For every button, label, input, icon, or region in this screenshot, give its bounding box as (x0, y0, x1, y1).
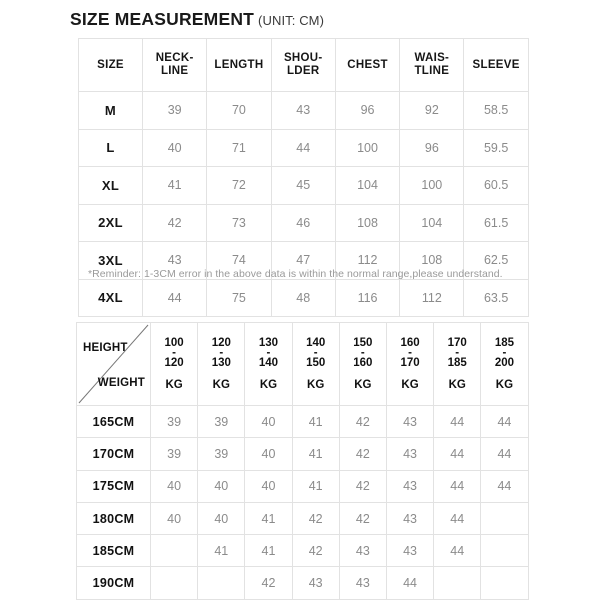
table-cell: 92 (400, 92, 464, 130)
row-header-size: 2XL (79, 204, 143, 242)
diagonal-divider-icon (77, 323, 150, 405)
table-header-row (79, 39, 529, 92)
page-title-unit: (UNIT: CM) (258, 13, 325, 28)
table-cell: 96 (400, 129, 464, 167)
table-cell: 39 (198, 406, 245, 438)
table-cell: 74 (207, 242, 271, 280)
table-cell: 71 (207, 129, 271, 167)
height-weight-table-header (77, 323, 529, 406)
table-cell: 44 (434, 535, 481, 567)
row-header-height: 185CM (77, 535, 151, 567)
table-row (79, 167, 529, 205)
table-cell: 44 (481, 406, 528, 438)
page-title (70, 9, 324, 30)
table-header-row (77, 323, 529, 406)
table-cell-empty (481, 502, 528, 534)
table-cell: 61.5 (464, 204, 528, 242)
table-cell-empty (151, 567, 198, 599)
size-table-header (79, 39, 529, 92)
column-header-weight-range: 100 - 120 KG (151, 323, 198, 406)
row-header-height: 190CM (77, 567, 151, 599)
table-row (77, 406, 529, 438)
column-header-chest: CHEST (335, 39, 399, 92)
table-row (77, 567, 529, 599)
column-header-sleeve: SLEEVE (464, 39, 528, 92)
table-cell: 39 (198, 438, 245, 470)
table-cell: 44 (386, 567, 433, 599)
table-cell: 41 (292, 470, 339, 502)
table-cell: 43 (292, 567, 339, 599)
height-axis-label: HEIGHT (83, 342, 128, 354)
row-header-height: 175CM (77, 470, 151, 502)
table-cell: 116 (335, 279, 399, 317)
table-cell: 108 (400, 242, 464, 280)
column-header-neck-line: NECK- LINE (143, 39, 207, 92)
table-cell: 44 (434, 406, 481, 438)
table-cell: 42 (339, 470, 386, 502)
table-cell: 43 (271, 92, 335, 130)
table-cell: 42 (339, 406, 386, 438)
table-cell: 43 (143, 242, 207, 280)
table-cell: 42 (245, 567, 292, 599)
table-cell: 43 (386, 502, 433, 534)
column-header-shou-lder: SHOU- LDER (271, 39, 335, 92)
table-cell: 42 (292, 502, 339, 534)
column-header-length: LENGTH (207, 39, 271, 92)
table-cell: 40 (151, 470, 198, 502)
table-cell: 104 (335, 167, 399, 205)
table-cell: 44 (143, 279, 207, 317)
table-cell: 96 (335, 92, 399, 130)
table-cell: 100 (400, 167, 464, 205)
table-cell: 62.5 (464, 242, 528, 280)
column-header-weight-range: 170 - 185 KG (434, 323, 481, 406)
table-cell: 44 (271, 129, 335, 167)
table-cell: 40 (245, 438, 292, 470)
column-header-weight-range: 120 - 130 KG (198, 323, 245, 406)
table-cell: 39 (151, 406, 198, 438)
row-header-size: M (79, 92, 143, 130)
table-cell: 42 (143, 204, 207, 242)
table-cell: 43 (339, 567, 386, 599)
table-cell: 48 (271, 279, 335, 317)
weight-axis-label: WEIGHT (97, 376, 145, 389)
column-header-weight-range: 130 - 140 KG (245, 323, 292, 406)
column-header-size: SIZE (79, 39, 143, 92)
table-cell: 43 (386, 406, 433, 438)
column-header-weight-range: 140 - 150 KG (292, 323, 339, 406)
table-cell: 41 (198, 535, 245, 567)
table-cell: 44 (434, 470, 481, 502)
row-header-size: L (79, 129, 143, 167)
table-cell: 100 (335, 129, 399, 167)
row-header-height: 165CM (77, 406, 151, 438)
table-cell: 63.5 (464, 279, 528, 317)
table-cell: 40 (151, 502, 198, 534)
page-title-main: SIZE MEASUREMENT (70, 9, 255, 29)
table-cell-empty (481, 535, 528, 567)
table-row (79, 279, 529, 317)
table-cell: 72 (207, 167, 271, 205)
table-cell: 41 (245, 535, 292, 567)
table-cell: 43 (339, 535, 386, 567)
table-cell: 40 (245, 470, 292, 502)
table-cell: 40 (198, 502, 245, 534)
table-cell: 108 (335, 204, 399, 242)
row-header-size: 4XL (79, 279, 143, 317)
column-header-weight-range: 185 - 200 KG (481, 323, 528, 406)
table-cell: 73 (207, 204, 271, 242)
table-cell: 44 (434, 502, 481, 534)
table-cell: 46 (271, 204, 335, 242)
height-weight-table-body (77, 406, 529, 600)
table-cell: 41 (245, 502, 292, 534)
row-header-height: 170CM (77, 438, 151, 470)
table-row (77, 502, 529, 534)
table-cell: 42 (339, 438, 386, 470)
table-cell: 43 (386, 438, 433, 470)
table-cell: 58.5 (464, 92, 528, 130)
row-header-size: XL (79, 167, 143, 205)
column-header-weight-range: 160 - 170 KG (386, 323, 433, 406)
table-cell: 112 (335, 242, 399, 280)
reminder-note: *Reminder: 1-3CM error in the above data is within the normal range,please understand. (88, 268, 503, 280)
table-cell: 42 (339, 502, 386, 534)
table-cell: 41 (292, 406, 339, 438)
table-cell: 104 (400, 204, 464, 242)
table-cell: 70 (207, 92, 271, 130)
table-cell: 40 (245, 406, 292, 438)
size-table-body (79, 92, 529, 317)
table-cell: 44 (434, 438, 481, 470)
table-cell: 45 (271, 167, 335, 205)
table-cell: 41 (292, 438, 339, 470)
table-cell-empty (151, 535, 198, 567)
table-cell: 39 (143, 92, 207, 130)
table-row (79, 92, 529, 130)
table-cell: 39 (151, 438, 198, 470)
column-header-weight-range: 150 - 160 KG (339, 323, 386, 406)
table-row (79, 204, 529, 242)
row-header-height: 180CM (77, 502, 151, 534)
table-cell: 40 (198, 470, 245, 502)
table-row (77, 535, 529, 567)
height-weight-corner-cell (77, 323, 151, 406)
table-row (77, 470, 529, 502)
table-cell: 75 (207, 279, 271, 317)
table-row (77, 438, 529, 470)
table-cell: 112 (400, 279, 464, 317)
table-cell: 59.5 (464, 129, 528, 167)
column-header-wais-tline: WAIS- TLINE (400, 39, 464, 92)
table-cell: 44 (481, 438, 528, 470)
height-weight-table (76, 322, 529, 600)
table-cell: 60.5 (464, 167, 528, 205)
table-cell-empty (481, 567, 528, 599)
table-cell: 44 (481, 470, 528, 502)
table-cell: 42 (292, 535, 339, 567)
table-cell: 43 (386, 535, 433, 567)
row-header-size: 3XL (79, 242, 143, 280)
table-cell: 43 (386, 470, 433, 502)
table-cell: 47 (271, 242, 335, 280)
table-row (79, 129, 529, 167)
table-cell-empty (198, 567, 245, 599)
table-cell-empty (434, 567, 481, 599)
table-cell: 40 (143, 129, 207, 167)
table-cell: 41 (143, 167, 207, 205)
